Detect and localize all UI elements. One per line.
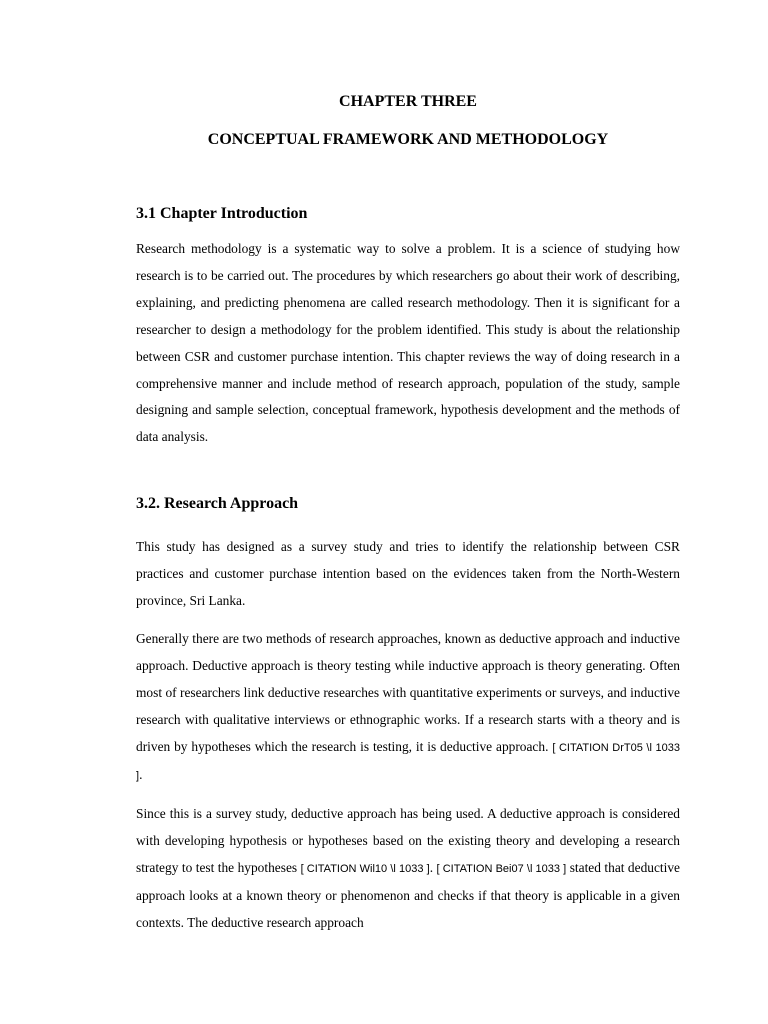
approach-paragraph-2 bbox=[136, 626, 680, 789]
approach-paragraph-3-text-c: stated that deductive approach looks at a known theory or phenomenon and checks if that theory is applicable in a given contexts. The deductive research approach bbox=[136, 859, 680, 930]
approach-paragraph-3 bbox=[136, 801, 680, 937]
intro-paragraph: Research methodology is a systematic way to solve a problem. It is a science of studying how research is to be carried out. The procedures by which researchers go about their work of describing, explaining, and predicting phenomena are called research methodology. Then it is significant for a researcher to design a methodology for the problem identified. This study is about the relationship between CSR and customer purchase intention. This chapter reviews the way of doing research in a comprehensive manner and include method of research approach, population of the study, sample designing and sample selection, conceptual framework, hypothesis development and the methods of data analysis. bbox=[136, 241, 680, 445]
chapter-title: CHAPTER THREE bbox=[339, 93, 477, 110]
chapter-subtitle: CONCEPTUAL FRAMEWORK AND METHODOLOGY bbox=[207, 131, 609, 148]
citation-bei07: [ CITATION Bei07 \l 1033 ] bbox=[436, 862, 567, 875]
approach-paragraph-2-end: . bbox=[139, 766, 143, 782]
section-heading-research-approach: 3.2. Research Approach bbox=[136, 495, 299, 512]
approach-paragraph-3-text-a: Since this is a survey study, deductive approach has being used. A deductive approach is considered with developing hypothesis or hypotheses based on the existing theory and developing a research strategy to test the hypotheses bbox=[136, 806, 680, 875]
approach-paragraph-3-text-b: . bbox=[429, 859, 437, 875]
citation-drt05: [ CITATION DrT05 \l 1033 ] bbox=[136, 741, 680, 782]
approach-paragraph-1: This study has designed as a survey study and tries to identify the relationship between CSR practices and customer purchase intention based on the evidences taken from the North-Western province, Sri Lanka. bbox=[136, 539, 680, 608]
approach-paragraph-2-text: Generally there are two methods of research approaches, known as deductive approach and inductive approach. Deductive approach is theory testing while inductive approach is theory generating. Often most of researchers link deductive researches with quantitative experiments or surveys, and inductive research with qualitative interviews or ethnographic works. If a research starts with a theory and is driven by hypotheses which the research is testing, it is deductive approach. bbox=[136, 631, 680, 754]
citation-wil10: [ CITATION Wil10 \l 1033 ] bbox=[300, 862, 430, 875]
section-heading-introduction: 3.1 Chapter Introduction bbox=[136, 205, 308, 222]
